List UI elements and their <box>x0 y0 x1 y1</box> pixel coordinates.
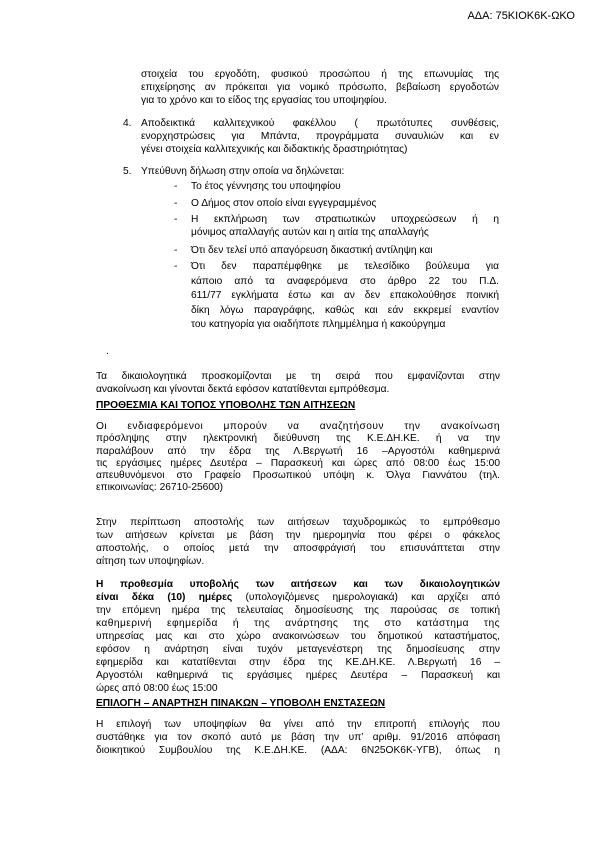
text-line: των αιτήσεων κρίνεται με βάση την ημερομηνία που φέρει ο φάκελος <box>96 530 500 541</box>
dash-bullet: - <box>174 261 178 272</box>
text-line: για το χρόνο και το είδος της εργασίας του υποψηφίου. <box>141 95 387 106</box>
text-line: γένει στοιχεία καλλιτεχνικής και διδακτικής δραστηριότητας) <box>141 144 408 155</box>
dash-bullet: - <box>174 214 178 225</box>
text-line: Η εκπλήρωση των στρατιωτικών υποχρεώσεων ή η <box>191 214 499 225</box>
section-heading-deadline: ΠΡΟΘΕΣΜΙΑ ΚΑΙ ΤΟΠΟΣ ΥΠΟΒΟΛΗΣ ΤΩΝ ΑΙΤΗΣΕΩΝ <box>96 400 356 411</box>
paragraph-postal <box>96 516 500 568</box>
dash-bullet: - <box>174 198 178 209</box>
paragraph-deadline <box>96 578 500 695</box>
text-line: διοικητικού Συμβουλίου της Κ.Ε.ΔΗ.ΚΕ. (ΑΔΑ: 6Ν25ΟΚ6Κ-ΥΓΒ), όπως η <box>96 745 500 756</box>
list-number: 4. <box>123 118 132 129</box>
text-line: την επόμενη ημέρα της τελευταίας δημοσίευσης της παρούσας σε τοπική <box>96 605 500 616</box>
text-line: καθημερινή εφημερίδα ή της ανάρτησης της στο κατάστημα της <box>96 618 500 629</box>
text-line: κάποιο από τα αναφερόμενα στο άρθρο 22 του Π.Δ. <box>191 275 499 287</box>
text-line: πρόσληψης στην ηλεκτρονική διεύθυνση της Κ.Ε.ΔΗ.ΚΕ. ή να την <box>96 433 500 445</box>
dash-bullet: - <box>174 181 178 192</box>
deadline-emphasis: είναι δέκα (10) ημέρες <box>96 592 233 603</box>
paragraph-order <box>96 370 500 396</box>
ada-code: ΑΔΑ: 75ΚΙΟΚ6Κ-ΩΚΟ <box>467 10 575 22</box>
text-line: αποστολής, ο οποίος μετά την αποσφράγισή του επισυνάπτεται στην <box>96 543 500 554</box>
text-line: επικοινωνίας: 26710-25600) <box>96 482 224 494</box>
text-line: συστάθηκε για τον σκοπό αυτό με βάση την υπ’ αριθμ. 91/2016 απόφαση <box>96 732 500 743</box>
text-line: μόνιμος απαλλαγής αυτών και η αιτία της απαλλαγής <box>191 227 429 238</box>
text-line: ενορχηστρώσεις για Μπάντα, προγράμματα συναυλιών και εν <box>141 131 499 142</box>
text-line: Ο Δήμος στον οποίο είναι εγγεγραμμένος <box>191 198 377 209</box>
text-line: Η προθεσμία υποβολής των αιτήσεων και των δικαιολογητικών <box>96 579 500 590</box>
text-line: δίκη λόγω παραγράφης, καθώς και εάν εκκρεμεί εναντίον <box>191 304 499 316</box>
paragraph-selection <box>96 718 500 757</box>
text-line: Το έτος γέννησης του υποψηφίου <box>191 181 341 192</box>
text-line: υπηρεσίας μας και στο χώρο ανακοινώσεων του δημοτικού καταστήματος, <box>96 631 500 642</box>
text-line: ώρες από 08:00 έως 15:00 <box>96 683 218 694</box>
section-heading-selection: ΕΠΙΛΟΓΗ – ΑΝΑΡΤΗΣΗ ΠΙΝΑΚΩΝ – ΥΠΟΒΟΛΗ ΕΝΣΤΑΣΕΩΝ <box>96 698 386 709</box>
list-item-5 <box>123 165 499 178</box>
text-line: εφόσον η ανάρτηση είναι τυχόν μεταγενέστερη της δημοσίευσης στην <box>96 644 500 655</box>
text-line: ανακοίνωση και γίνονται δεκτά εφόσον κατατίθενται εμπρόθεσμα. <box>96 384 390 395</box>
item3-continuation <box>141 68 499 107</box>
stray-dot: . <box>106 346 109 357</box>
text-line: του κατηγορία για οιαδήποτε πλημμέλημα ή κακούργημα <box>191 319 446 330</box>
text-line: παραλάβουν από την έδρα της Λ.Βεργωτή 16 –Αργοστόλι καθημερινά <box>96 445 500 457</box>
text-line: Τα δικαιολογητικά προσκομίζονται με τη σειρά που εμφανίζονται στην <box>96 371 500 382</box>
text-line: στοιχεία του εργοδότη, φυσικού προσώπου ή της επωνυμίας της <box>141 69 499 80</box>
text-line: Υπεύθυνη δήλωση στην οποία να δηλώνεται: <box>141 166 345 177</box>
text-line: απευθυνόμενοι στο Γραφείο Προσωπικού υπόψη κ. Όλγα Γιαννάτου (τηλ. <box>96 470 500 482</box>
sub-item <box>174 213 499 239</box>
sub-item <box>174 260 499 333</box>
text-line: Αργοστόλι καθημερινά τις εργάσιμες ημέρες Δευτέρα – Παρασκευή και <box>96 670 500 681</box>
text-line: τις εργάσιμες ημέρες Δευτέρα – Παρασκευή και ώρες από 08:00 έως 15:00 <box>96 457 500 469</box>
dash-bullet: - <box>174 245 178 256</box>
text-line: αίτηση των υποψηφίων. <box>96 556 205 567</box>
text-line: Ότι δεν παραπέμφθηκε με τελεσίδικο βούλευμα για <box>191 261 499 272</box>
text-line: επιχείρησης αν πρόκειται για νομικό πρόσωπο, βεβαίωση εργοδοτών <box>141 82 499 93</box>
list-item-4 <box>123 117 499 156</box>
list-number: 5. <box>123 166 132 177</box>
text-line: 611/77 εγκλήματα έστω και αν δεν επακολούθησε ποινική <box>191 290 499 301</box>
text-line: Η επιλογή των υποψηφίων θα γίνει από την επιτροπή επιλογής που <box>96 719 500 730</box>
text-line <box>96 591 500 604</box>
text-line: Αποδεικτικά καλλιτεχνικού φακέλλου ( πρωτότυπες συνθέσεις, <box>141 118 499 129</box>
text-line: Ότι δεν τελεί υπό απαγόρευση δικαστική αντίληψη και <box>191 245 433 256</box>
text-line: Οι ενδιαφερόμενοι μπορούν να αναζητήσουν την ανακοίνωση <box>96 421 500 432</box>
text-line: Στην περίπτωση αποστολής των αιτήσεων ταχυδρομικώς το εμπρόθεσμο <box>96 517 500 528</box>
sub-item <box>174 244 499 257</box>
text-line: εφημερίδα και κατατίθενται στην έδρα της ΚΕ.ΔΗ.ΚΕ. Λ.Βεργωτή 16 – <box>96 657 500 668</box>
sub-item <box>174 180 499 193</box>
text-span: (υπολογιζόμενες ημερολογιακά) και αρχίζει από <box>232 592 500 603</box>
sub-item <box>174 197 499 210</box>
paragraph-interested <box>96 421 500 495</box>
